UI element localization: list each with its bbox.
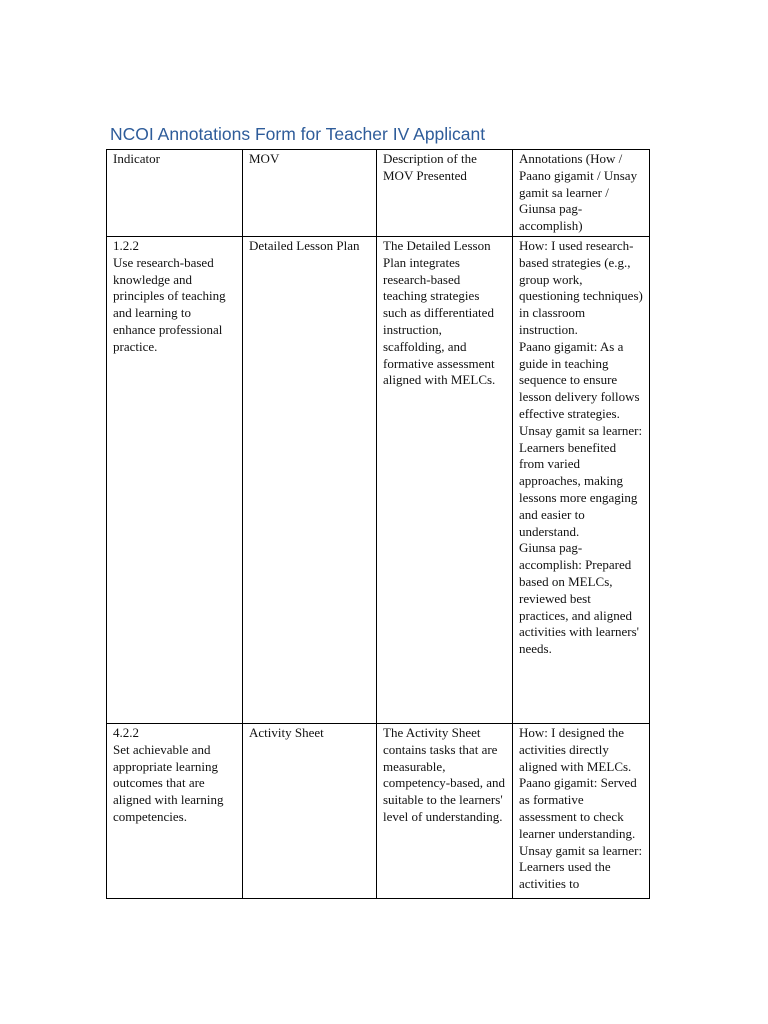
mov-cell: Activity Sheet <box>243 723 377 898</box>
annotation-paano-gigamit: Paano gigamit: As a guide in teaching sequence to ensure lesson delivery follows effective strategies. <box>519 338 640 421</box>
mov-cell: Detailed Lesson Plan <box>243 236 377 723</box>
annotations-cell <box>513 723 650 898</box>
header-cell-indicator: Indicator <box>107 150 243 237</box>
table-row <box>107 723 650 898</box>
table-header-row <box>107 150 650 237</box>
annotation-unsay-gamit: Unsay gamit sa learner: Learners benefited from varied approaches, making lessons more engaging and easier to understand. <box>519 422 643 539</box>
header-cell-annotations: Annotations (How / Paano gigamit / Unsay gamit sa learner / Giunsa pag-accomplish) <box>513 150 650 237</box>
indicator-code: 4.2.2 <box>113 724 139 740</box>
annotation-how: How: I designed the activities directly aligned with MELCs. <box>519 724 632 774</box>
indicator-cell <box>107 723 243 898</box>
indicator-text: Set achievable and appropriate learning outcomes that are aligned with learning competencies. <box>113 741 224 824</box>
indicator-cell <box>107 236 243 723</box>
annotation-unsay-gamit: Unsay gamit sa learner: Learners used the activities to <box>519 842 643 892</box>
indicator-code: 1.2.2 <box>113 237 139 253</box>
indicator-text: Use research-based knowledge and principles of teaching and learning to enhance professional practice. <box>113 254 226 354</box>
table-row <box>107 236 650 723</box>
annotation-giunsa: Giunsa pag-accomplish: Prepared based on MELCs, reviewed best practices, and aligned activities with learners' needs. <box>519 540 640 657</box>
description-cell: The Detailed Lesson Plan integrates research-based teaching strategies such as differentiated instruction, scaffolding, and formative assessment aligned with MELCs. <box>377 236 513 723</box>
page-title: NCOI Annotations Form for Teacher IV Applicant <box>110 124 486 144</box>
header-cell-description: Description of the MOV Presented <box>377 150 513 237</box>
annotations-cell <box>513 236 650 723</box>
annotation-paano-gigamit: Paano gigamit: Served as formative assessment to check learner understanding. <box>519 775 637 841</box>
annotations-table <box>106 149 650 899</box>
annotation-how: How: I used research-based strategies (e.g., group work, questioning techniques) in classroom instruction. <box>519 237 643 337</box>
description-cell: The Activity Sheet contains tasks that are measurable, competency-based, and suitable to the learners' level of understanding. <box>377 723 513 898</box>
header-cell-mov: MOV <box>243 150 377 237</box>
